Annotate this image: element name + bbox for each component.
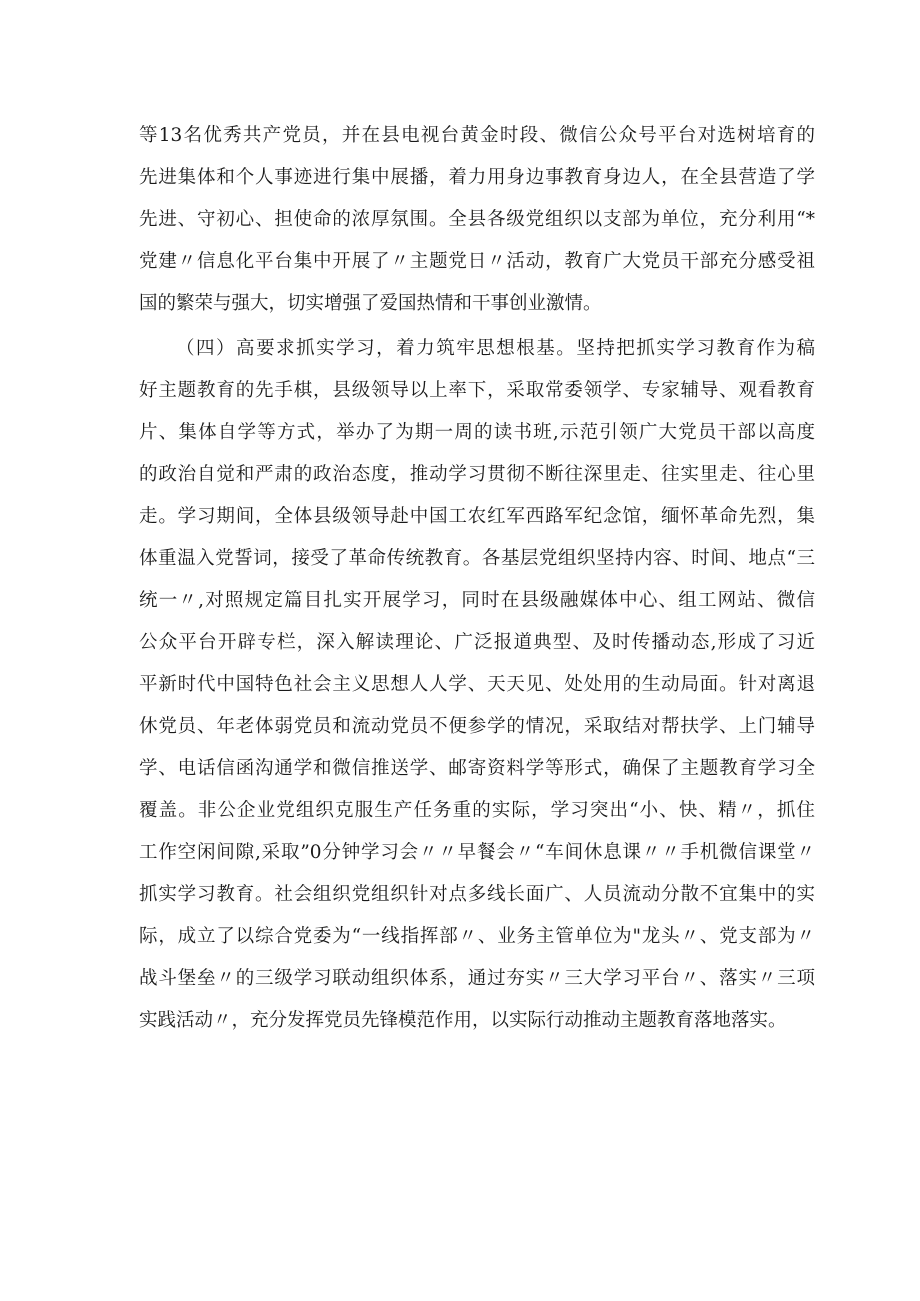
text-line: 实践活动〃，充分发挥党员先锋模范作用，以实际行动推动主题教育落地落实。 [139,1010,787,1031]
text-line: 统一〃,对照规定篇目扎实开展学习，同时在县级融媒体中心、组工网站、微信 [139,590,815,611]
section-heading-line: （四）高要求抓实学习，着力筑牢思想根基。坚持把抓实学习教育作为稿 [176,338,815,359]
text-line: 先进、守初心、担使命的浓厚氛围。全县各级党组织以支部为单位，充分利用“* [139,209,815,230]
text-line: 等13名优秀共产党员，并在县电视台黄金时段、微信公众号平台对选树培育的 [139,125,815,146]
text-line: 平新时代中国特色社会主义思想人人学、天天见、处处用的生动局面。针对离退 [139,674,815,695]
paragraph-2 [139,328,815,1042]
text-line: 际，成立了以综合党委为“一线指挥部〃、业务主管单位为"龙头〃、党支部为〃 [139,926,815,947]
text-line: 走。学习期间，全体县级领导赴中国工农红军西路军纪念馆，缅怀革命先烈，集 [139,506,815,527]
text-line: 国的繁荣与强大，切实增强了爱国热情和干事创业激情。 [139,293,602,314]
text-line: 党建〃信息化平台集中开展了〃主题党日〃活动，教育广大党员干部充分感受祖 [139,251,815,272]
text-line: 片、集体自学等方式，举办了为期一周的读书班,示范引领广大党员干部以高度 [139,422,815,443]
text-line: 先进集体和个人事迹进行集中展播，着力用身边事教育身边人，在全县营造了学 [139,167,815,188]
body-text [139,115,815,1042]
text-line: 的政治自觉和严肃的政治态度，推动学习贯彻不断往深里走、往实里走、往心里 [139,464,815,485]
text-line: 覆盖。非公企业党组织克服生产任务重的实际，学习突出“小、快、精〃，抓住 [139,800,815,821]
text-line: 抓实学习教育。社会组织党组织针对点多线长面广、人员流动分散不宜集中的实 [139,884,815,905]
paragraph-1 [139,115,815,325]
text-line: 休党员、年老体弱党员和流动党员不便参学的情况，采取结对帮扶学、上门辅导 [139,716,815,737]
text-line: 体重温入党誓词，接受了革命传统教育。各基层党组织坚持内容、时间、地点“三 [139,548,815,569]
text-line: 工作空闲间隙,采取”0分钟学习会〃〃早餐会〃“车间休息课〃〃手机微信课堂〃 [139,842,815,863]
text-line: 战斗堡垒〃的三级学习联动组织体系，通过夯实〃三大学习平台〃、落实〃三项 [139,968,815,989]
text-line: 好主题教育的先手棋，县级领导以上率下，采取常委领学、专家辅导、观看教育 [139,380,815,401]
text-line: 公众平台开辟专栏，深入解读理论、广泛报道典型、及时传播动态,形成了习近 [139,632,815,653]
text-line: 学、电话信函沟通学和微信推送学、邮寄资料学等形式，确保了主题教育学习全 [139,758,815,779]
